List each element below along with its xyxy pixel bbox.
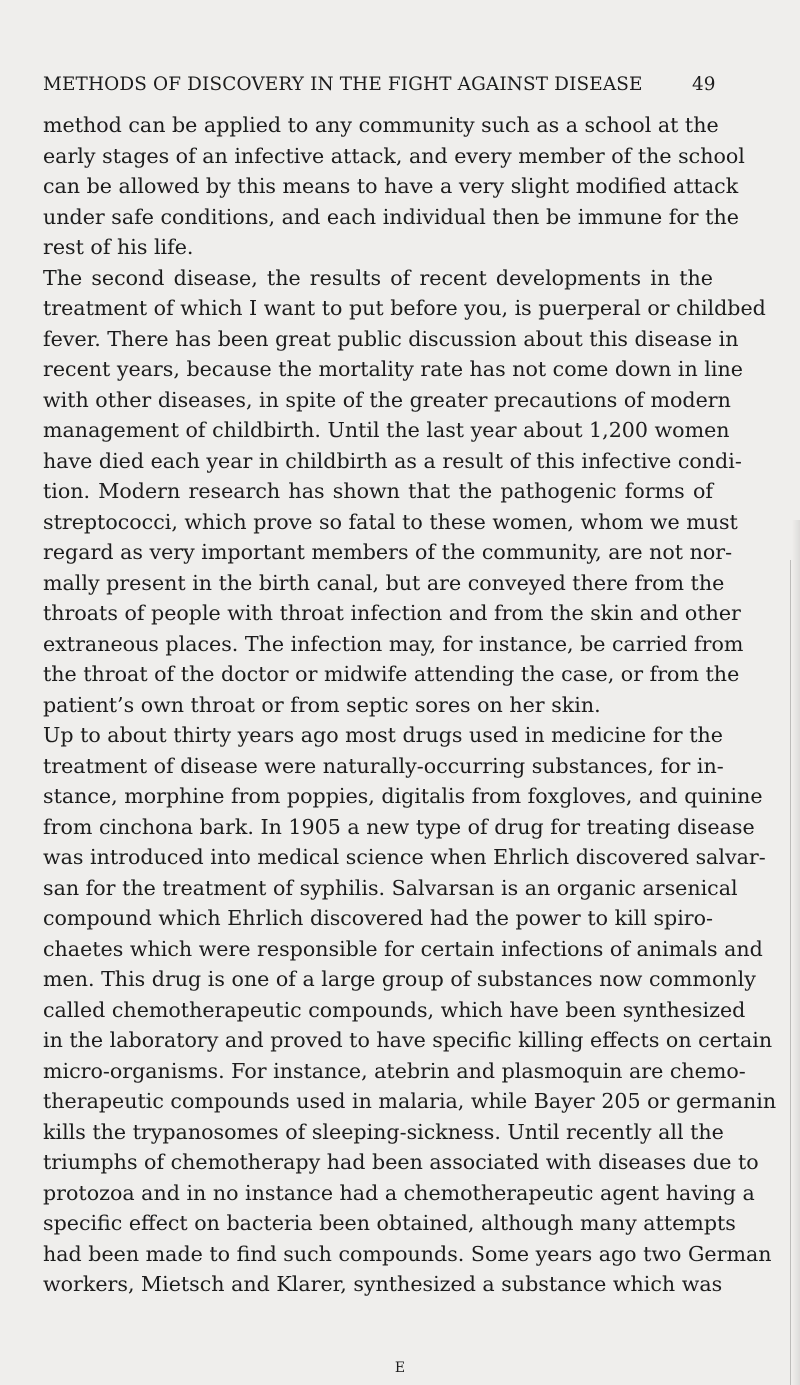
text-line: extraneous places. The infection may, for instance, be carried from: [43, 631, 744, 656]
text-line: early stages of an infective attack, and every member of the school: [43, 143, 745, 168]
text-line: from cinchona bark. In 1905 a new type of drug for treating disease: [43, 814, 755, 839]
text-line: compound which Ehrlich discovered had the power to kill spiro-: [43, 906, 713, 930]
text-line: specific effect on bacteria been obtained, although many attempts: [43, 1211, 736, 1235]
running-title: METHODS OF DISCOVERY IN THE FIGHT AGAINST DISEASE: [43, 74, 643, 95]
page-edge-shadow: [792, 520, 800, 1385]
body-text: [43, 110, 777, 1300]
text-line: called chemotherapeutic compounds, which have been synthesized: [43, 997, 746, 1022]
text-line: with other diseases, in spite of the greater precautions of modern: [43, 387, 731, 412]
text-line: streptococci, which prove so fatal to these women, whom we must: [43, 509, 738, 534]
text-line: kills the trypanosomes of sleeping-sickness. Until recently all the: [43, 1119, 724, 1144]
text-line: protozoa and in no instance had a chemotherapeutic agent having a: [43, 1180, 755, 1205]
page-edge-divider: [790, 560, 791, 1385]
text-line: the throat of the doctor or midwife attending the case, or from the: [43, 662, 740, 686]
text-line: treatment of disease were naturally-occurring substances, for in-: [43, 753, 724, 778]
text-line: workers, Mietsch and Klarer, synthesized a substance which was: [43, 1272, 723, 1296]
text-line: management of childbirth. Until the last year about 1,200 women: [43, 418, 730, 442]
text-line: can be allowed by this means to have a very slight modified attack: [43, 174, 739, 198]
text-line: was introduced into medical science when Ehrlich discovered salvar-: [43, 845, 766, 869]
page-number: 49: [692, 74, 716, 95]
text-line: under safe conditions, and each individual then be immune for the: [43, 204, 739, 229]
text-line: treatment of which I want to put before you, is puerperal or childbed: [43, 296, 766, 320]
text-line: throats of people with throat infection and from the skin and other: [43, 601, 741, 625]
text-line: triumphs of chemotherapy had been associated with diseases due to: [43, 1150, 759, 1174]
text-line: san for the treatment of syphilis. Salvarsan is an organic arsenical: [43, 875, 738, 900]
text-line: therapeutic compounds used in malaria, while Bayer 205 or germanin: [43, 1089, 777, 1113]
text-line: had been made to find such compounds. Some years ago two German: [43, 1241, 772, 1266]
text-line: regard as very important members of the community, are not nor-: [43, 540, 733, 564]
text-line: method can be applied to any community such as a school at the: [43, 113, 719, 137]
text-line: fever. There has been great public discussion about this disease in: [43, 326, 739, 351]
text-line: men. This drug is one of a large group of substances now commonly: [43, 967, 756, 991]
text-line: have died each year in childbirth as a result of this infective condi-: [43, 448, 742, 473]
text-line: stance, morphine from poppies, digitalis from foxgloves, and quinine: [43, 784, 763, 808]
text-line: rest of his life.: [43, 235, 194, 259]
text-line: tion. Modern research has shown that the pathogenic forms of: [43, 479, 713, 503]
text-line: recent years, because the mortality rate has not come down in line: [43, 357, 743, 381]
signature-mark: E: [394, 1360, 406, 1376]
text-line: patient’s own throat or from septic sores on her skin.: [43, 692, 601, 717]
text-line: in the laboratory and proved to have specific killing effects on certain: [43, 1028, 773, 1052]
text-line: chaetes which were responsible for certain infections of animals and: [43, 936, 763, 961]
text-line: The second disease, the results of recent developments in the: [43, 265, 713, 290]
text-line: mally present in the birth canal, but are conveyed there from the: [43, 570, 725, 595]
text-line: Up to about thirty years ago most drugs used in medicine for the: [43, 723, 723, 747]
text-line: micro-organisms. For instance, atebrin and plasmoquin are chemo-: [43, 1058, 746, 1083]
